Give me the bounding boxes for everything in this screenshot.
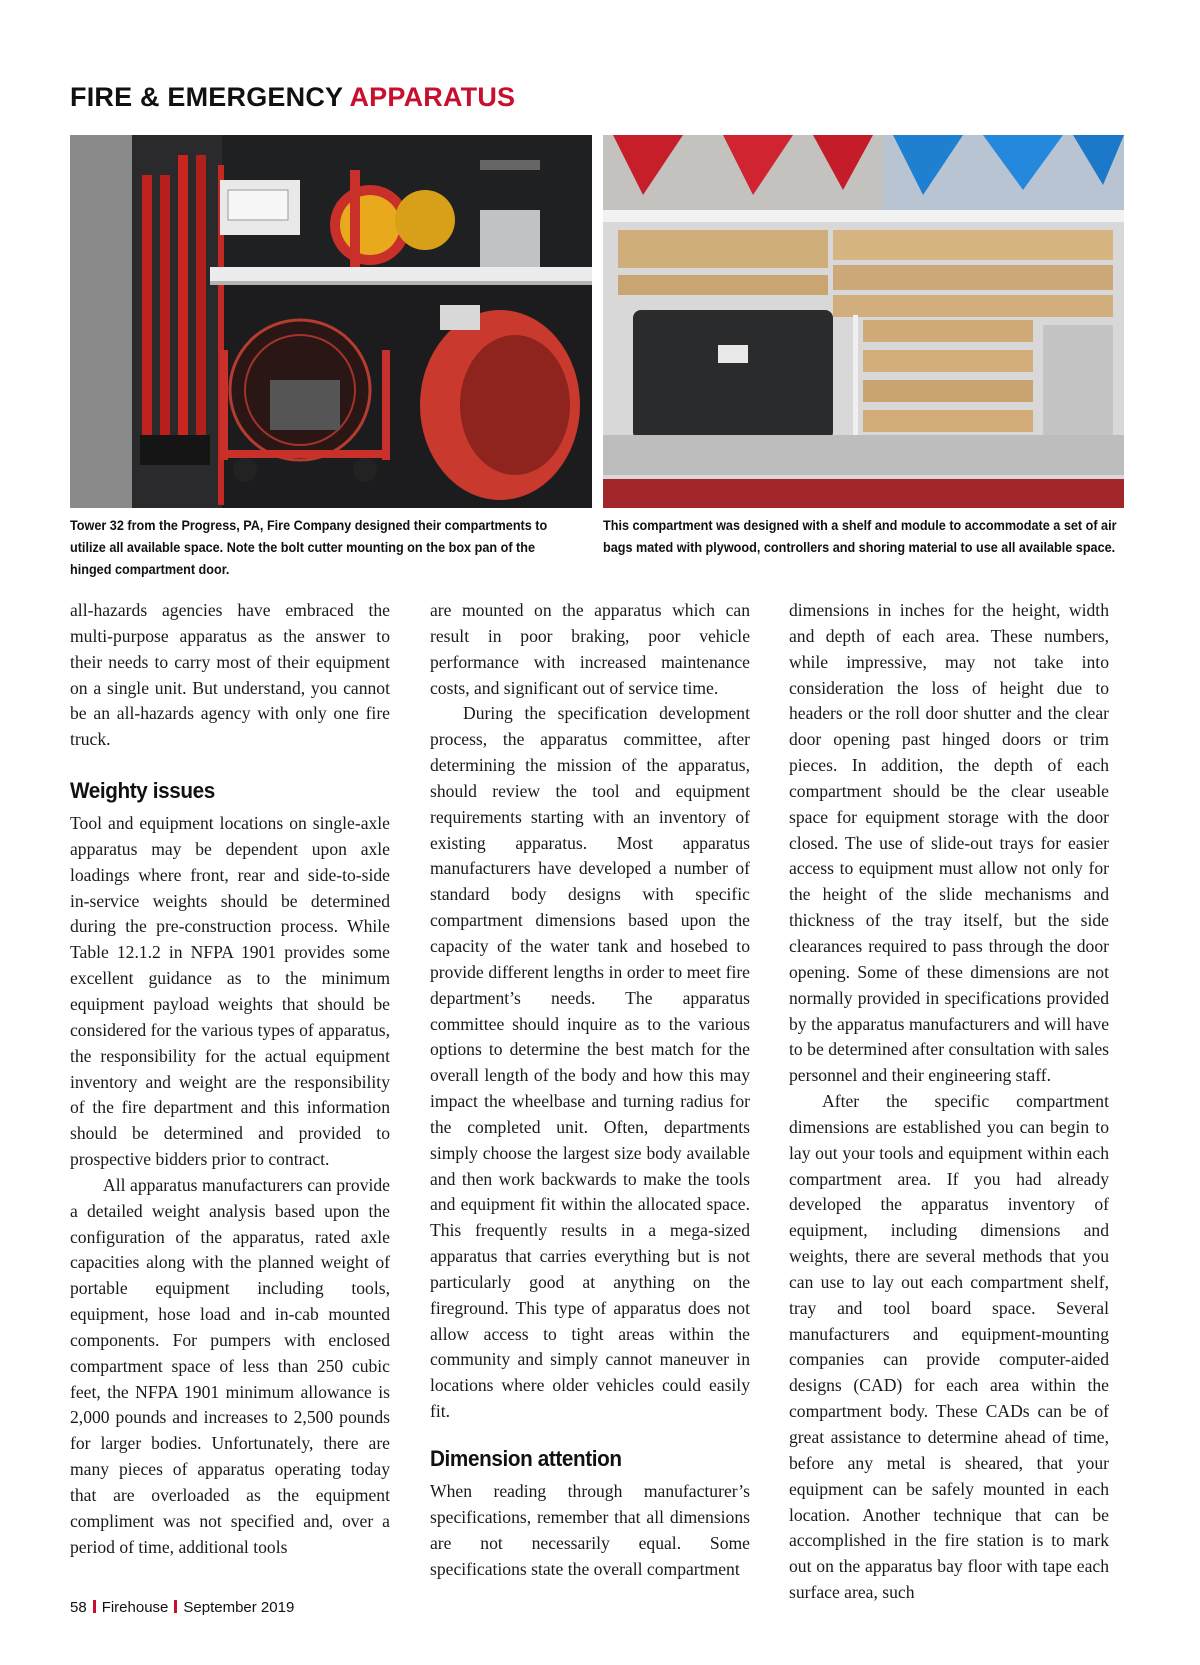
- paragraph: After the specific compartment dimensions are established you can begin to lay out your tools and equipment within each compartment area. If you had already developed the apparatus inventory of equipment, including dimensions and weights, there are several methods that you can use to lay out each compartment shelf, tray and tool board space. Several manufacturers and equipment-mounting companies can provide computer-aided designs (CAD) for each area within the compartment body. These CADs can be of great assistance to determine ahead of time, before any metal is sheared, that your equipment can be safely mounted in each location. Another technique that can be accomplished in the fire station is to mark out on the apparatus bay floor with tape each surface area, such: [789, 1091, 1109, 1603]
- paragraph: All apparatus manufacturers can provide a detailed weight analysis based upon the configuration of the apparatus, rated axle capacities along with the planned weight of portable equipment including tools, equipment, hose load and in-cab mounted components. For pumpers with enclosed compartment space of less than 250 cubic feet, the NFPA 1901 minimum allowance is 2,000 pounds and increases to 2,500 pounds for larger bodies. Unfortunately, there are many pieces of apparatus operating today that are overloaded as the equipment compliment was not specified and, over a period of time, additional tools: [70, 1174, 390, 1557]
- header-title-black: FIRE & EMERGENCY: [70, 82, 343, 112]
- footer-divider: [93, 1600, 96, 1613]
- photo-tower-32-compartment: [70, 135, 592, 508]
- photo-caption-1: Tower 32 from the Progress, PA, Fire Company designed their compartments to utilize all available space. Note the bolt cutter mounting on the box pan of the hinged compartment door.: [70, 518, 548, 577]
- paragraph: all-hazards agencies have embraced the multi-purpose apparatus as the answer to their needs to carry most of their equipment on a single unit. But understand, you cannot be an all-hazards agency with only one fire truck.: [70, 600, 390, 750]
- paragraph: Tool and equipment locations on single-axle apparatus may be dependent upon axle loadings where front, rear and side-to-side in-service weights should be determined during the pre-construction process. While Table 12.1.2 in NFPA 1901 provides some excellent guidance as to the minimum equipment payload weights that should be considered for the various types of apparatus, the responsibility for the actual equipment inventory and weight are the responsibility of the fire department and this information should be determined and provided to prospective bidders prior to contract.: [70, 813, 391, 1170]
- subheading-dimension-attention: Dimension attention: [430, 1446, 622, 1471]
- magazine-name: Firehouse: [101, 1599, 169, 1616]
- text-column-1: [70, 598, 390, 1561]
- footer-divider: [174, 1600, 177, 1613]
- page-footer: [70, 1599, 294, 1616]
- issue-date: September 2019: [183, 1599, 295, 1616]
- paragraph: are mounted on the apparatus which can result in poor braking, poor vehicle performance with increased maintenance costs, and significant out of service time.: [430, 600, 750, 698]
- paragraph: When reading through manufacturer’s specifications, remember that all dimensions are not necessarily equal. Some specifications state the overall compartment: [430, 1481, 750, 1579]
- paragraph: During the specification development process, the apparatus committee, after determining the mission of the apparatus, should review the tool and equipment requirements starting with an inventory of existing apparatus. Most apparatus manufacturers have developed a number of standard body designs with specific compartment dimensions based upon the capacity of the water tank and hosebed to provide different lengths in order to meet fire department’s needs. The apparatus committee should inquire as to the various options to determine the best match for the overall length of the body and how this may impact the wheelbase and turning radius for the completed unit. Often, departments simply choose the largest size body available and then work backwards to make the tools and equipment fit within the allocated space. This frequently results in a mega-sized apparatus that carries everything but is not particularly good at anything on the fireground. This type of apparatus does not allow access to tight areas within the community and simply cannot maneuver in locations where older vehicles could easily fit.: [430, 703, 750, 1422]
- text-column-2: [430, 598, 750, 1582]
- page-number: 58: [70, 1599, 87, 1616]
- photo-air-bag-compartment: [603, 135, 1124, 508]
- header-title-red: APPARATUS: [349, 82, 516, 112]
- text-column-3: [789, 598, 1109, 1606]
- subheading-weighty-issues: Weighty issues: [70, 778, 215, 804]
- section-header: [70, 82, 515, 113]
- paragraph: dimensions in inches for the height, width and depth of each area. These numbers, while impressive, may not take into consideration the loss of height due to headers or the roll door shutter and the clear door opening past hinged doors or trim pieces. In addition, the depth of each compartment should be the clear useable space for equipment storage with the door closed. The use of slide-out trays for easier access to equipment must allow not only for the height of the slide mechanisms and thickness of the tray itself, but the side clearances required to pass through the door opening. Some of these dimensions are not normally provided in specifications provided by the apparatus manufacturers and will have to be determined after consultation with sales personnel and their engineering staff.: [789, 600, 1109, 1086]
- photo-caption-2: This compartment was designed with a shelf and module to accommodate a set of air bags mated with plywood, controllers and shoring material to use all available space.: [603, 518, 1117, 555]
